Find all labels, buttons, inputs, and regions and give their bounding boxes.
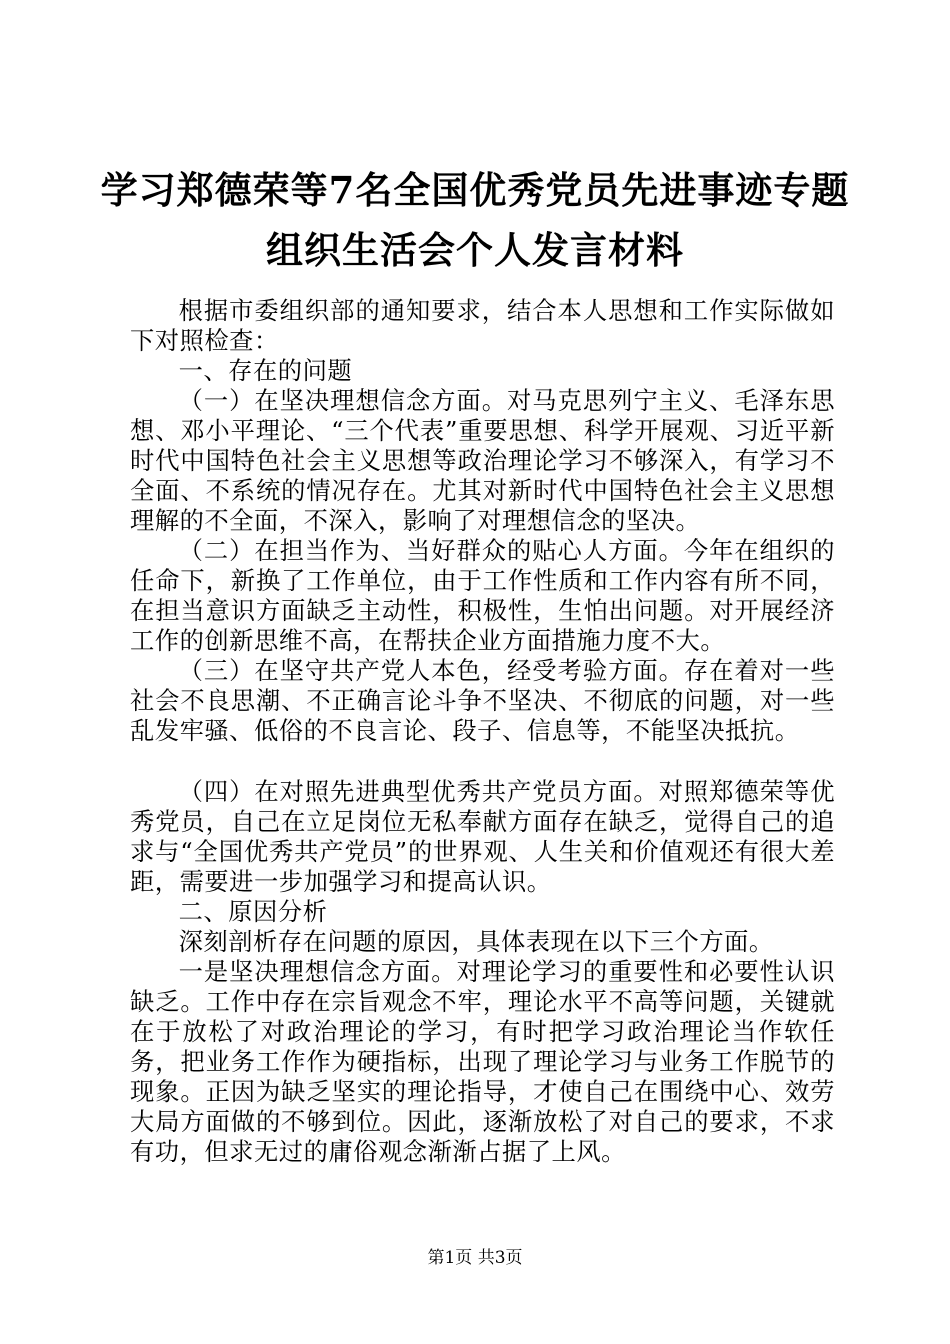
paragraph-problem-2: （二）在担当作为、当好群众的贴心人方面。今年在组织的任命下，新换了工作单位，由于工作性质和工作内容有所不同，在担当意识方面缺乏主动性，积极性，生怕出问题。对开展经济工作的创新思维不高，在帮扶企业方面措施力度不大。	[130, 536, 835, 655]
section-heading-problems: 一、存在的问题	[178, 356, 353, 385]
section-heading-causes: 二、原因分析	[178, 897, 328, 926]
paragraph-cause-1: 一是坚决理想信念方面。对理论学习的重要性和必要性认识缺乏。工作中存在宗旨观念不牢，理论水平不高等问题，关键就在于放松了对政治理论的学习，有时把学习政治理论当作软任务，把业务工作作为硬指标，出现了理论学习与业务工作脱节的现象。正因为缺乏坚实的理论指导，才使自己在围绕中心、效劳大局方面做的不够到位。因此，逐渐放松了对自己的要求，不求有功，但求无过的庸俗观念渐渐占据了上风。	[130, 957, 835, 1166]
paragraph-problem-3: （三）在坚守共产党人本色，经受考验方面。存在着对一些社会不良思潮、不正确言论斗争不坚决、不彻底的问题，对一些乱发牢骚、低俗的不良言论、段子、信息等，不能坚决抵抗。	[130, 656, 835, 745]
paragraph-intro: 根据市委组织部的通知要求，结合本人思想和工作实际做如下对照检查：	[130, 296, 835, 355]
document-body	[130, 296, 835, 1167]
paragraph-problem-1: （一）在坚决理想信念方面。对马克思列宁主义、毛泽东思想、邓小平理论、“三个代表”重要思想、科学开展观、习近平新时代中国特色社会主义思想等政治理论学习不够深入，有学习不全面、不系统的情况存在。尤其对新时代中国特色社会主义思想理解的不全面，不深入，影响了对理想信念的坚决。	[130, 386, 835, 535]
document-title-line-1: 学习郑德荣等7名全国优秀党员先进事迹专题	[100, 168, 850, 212]
paragraph-gap	[130, 746, 835, 777]
document-title-line-2: 组织生活会个人发言材料	[266, 228, 684, 272]
page-number-footer: 第1页 共3页	[427, 1248, 523, 1268]
paragraph-problem-4: （四）在对照先进典型优秀共产党员方面。对照郑德荣等优秀党员，自己在立足岗位无私奉献方面存在缺乏，觉得自己的追求与“全国优秀共产党员”的世界观、人生关和价值观还有很大差距，需要进一步加强学习和提高认识。	[130, 777, 835, 896]
paragraph-causes-intro: 深刻剖析存在问题的原因，具体表现在以下三个方面。	[178, 927, 774, 956]
